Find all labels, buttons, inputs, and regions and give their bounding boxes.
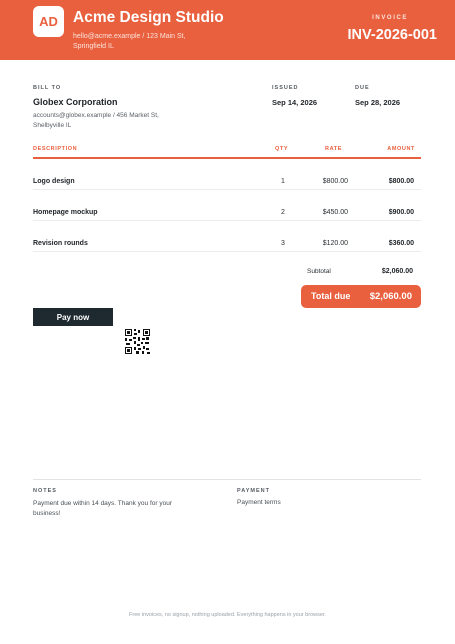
row-qty: 2	[281, 209, 285, 216]
row-rate: $800.00	[322, 178, 348, 185]
row-description: Logo design	[33, 178, 75, 185]
column-header-amount: AMOUNT	[387, 146, 415, 152]
company-logo: AD	[33, 6, 64, 37]
footer-divider	[33, 479, 421, 480]
table-row	[33, 190, 421, 221]
row-qty: 1	[281, 178, 285, 185]
payment-label: PAYMENT	[237, 488, 270, 494]
company-name: Acme Design Studio	[73, 9, 224, 26]
payment-terms: Payment terms	[237, 499, 281, 506]
row-rate: $450.00	[322, 209, 348, 216]
footer-tagline: Free invoices, no signup, nothing uploaded. Everything happens in your browser.	[129, 612, 326, 618]
qr-code-icon[interactable]	[125, 329, 150, 354]
pay-now-button[interactable]: Pay now	[33, 308, 113, 326]
issued-date: Sep 14, 2026	[272, 98, 318, 107]
column-header-qty: QTY	[275, 146, 289, 152]
notes-text: Payment due within 14 days. Thank you for your business!	[33, 500, 172, 517]
issued-label: ISSUED	[272, 85, 299, 91]
column-header-description: DESCRIPTION	[33, 146, 78, 152]
row-amount: $800.00	[388, 178, 414, 185]
column-header-rate: RATE	[325, 146, 342, 152]
table-row	[33, 159, 421, 190]
client-name: Globex Corporation	[33, 97, 118, 107]
due-label: DUE	[355, 85, 370, 91]
bill-to-label: BILL TO	[33, 85, 62, 91]
client-address: accounts@globex.example / 456 Market St, Shelbyville IL	[33, 112, 159, 129]
total-due-value: $2,060.00	[369, 291, 412, 302]
row-amount: $360.00	[388, 240, 414, 247]
row-qty: 3	[281, 240, 285, 247]
invoice-label: INVOICE	[372, 15, 408, 21]
total-due-label: Total due	[311, 291, 351, 301]
company-address: hello@acme.example / 123 Main St, Springfield IL	[73, 33, 186, 50]
row-description: Revision rounds	[33, 240, 88, 247]
row-rate: $120.00	[322, 240, 348, 247]
subtotal-value: $2,060.00	[381, 268, 413, 275]
invoice-number: INV-2026-001	[347, 27, 437, 43]
row-description: Homepage mockup	[33, 209, 98, 216]
notes-label: NOTES	[33, 488, 57, 494]
row-amount: $900.00	[388, 209, 414, 216]
subtotal-label: Subtotal	[307, 268, 331, 275]
due-date: Sep 28, 2026	[355, 98, 401, 107]
total-due-box	[301, 285, 421, 308]
invoice-header	[0, 0, 455, 60]
table-row	[33, 221, 421, 252]
